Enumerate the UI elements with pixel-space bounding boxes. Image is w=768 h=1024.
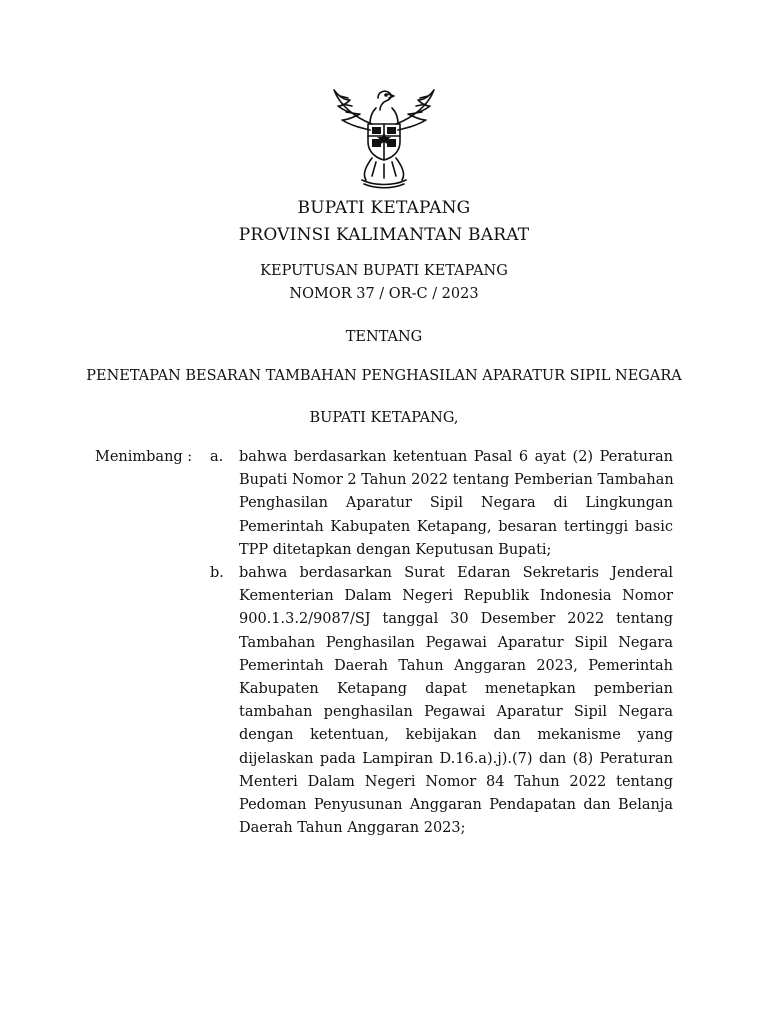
item-b-line: Tambahan Penghasilan Pegawai Aparatur Sipil Negara — [239, 634, 673, 651]
garuda-pancasila-emblem-icon — [326, 84, 442, 190]
item-b-line: Menteri Dalam Negeri Nomor 84 Tahun 2022 tentang — [239, 773, 673, 790]
item-b-line: 900.1.3.2/9087/SJ tanggal 30 Desember 2022 tentang — [239, 611, 673, 628]
item-marker-a: a. — [210, 449, 224, 465]
item-a-line: Penghasilan Aparatur Sipil Negara di Lingkungan — [239, 495, 673, 512]
item-marker-b: b. — [210, 565, 224, 581]
item-a-line: Bupati Nomor 2 Tahun 2022 tentang Pemberian Tambahan — [239, 472, 674, 489]
item-b-line: Pedoman Penyusunan Anggaran Pendapatan dan Belanja — [239, 796, 673, 813]
item-a-line: bahwa berdasarkan ketentuan Pasal 6 ayat (2) Peraturan — [239, 449, 673, 465]
item-b-line: bahwa berdasarkan Surat Edaran Sekretaris Jenderal — [239, 565, 673, 581]
item-b-line: Kementerian Dalam Negeri Republik Indonesia Nomor — [239, 588, 673, 605]
item-b-line: Daerah Tahun Anggaran 2023; — [239, 820, 466, 837]
decree-subject: PENETAPAN BESARAN TAMBAHAN PENGHASILAN APARATUR SIPIL NEGARA — [86, 368, 682, 384]
item-b-line: Kabupaten Ketapang dapat menetapkan pemberian — [239, 680, 673, 697]
authority-title: BUPATI KETAPANG — [297, 198, 471, 218]
item-a-line: TPP ditetapkan dengan Keputusan Bupati; — [239, 541, 552, 558]
item-b-line: dijelaskan pada Lampiran D.16.a).j).(7) dan (8) Peraturan — [239, 750, 673, 767]
decree-title: KEPUTUSAN BUPATI KETAPANG — [260, 263, 508, 279]
item-b-line: dengan ketentuan, kebijakan dan mekanisme yang — [239, 727, 673, 744]
decree-number: NOMOR 37 / OR-C / 2023 — [289, 286, 479, 302]
province-title: PROVINSI KALIMANTAN BARAT — [238, 225, 530, 245]
item-b-line: tambahan penghasilan Pegawai Aparatur Sipil Negara — [239, 704, 673, 721]
issuer-heading: BUPATI KETAPANG, — [309, 410, 459, 426]
item-b-line: Pemerintah Daerah Tahun Anggaran 2023, Pemerintah — [239, 657, 673, 674]
about-heading: TENTANG — [345, 329, 423, 345]
considering-item-b — [239, 562, 673, 840]
item-a-line: Pemerintah Kabupaten Ketapang, besaran tertinggi basic — [239, 518, 673, 535]
considering-item-a — [239, 446, 673, 562]
considering-label: Menimbang : — [95, 449, 193, 465]
